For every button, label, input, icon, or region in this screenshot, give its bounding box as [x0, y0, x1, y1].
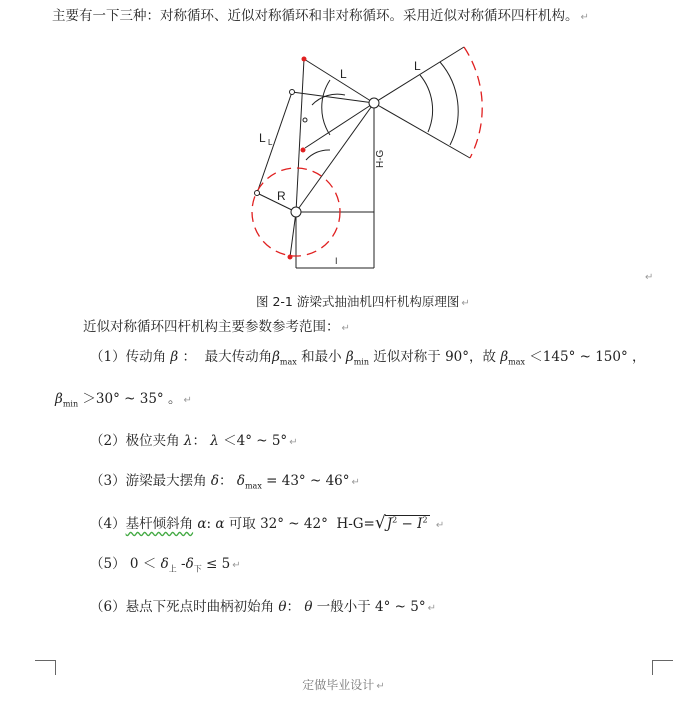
angle-arc-1 — [322, 80, 330, 135]
beam-link-right-upper — [374, 47, 464, 103]
label-r: R — [277, 189, 286, 203]
label-l-left-sub: L — [268, 138, 273, 147]
item-2: （2）极位夹角 λ： λ ＜4° ~ 5° ↵ — [90, 433, 298, 449]
params-title: 近似对称循环四杆机构主要参数参考范围： ↵ — [83, 319, 350, 335]
label-hg: H-G — [375, 149, 386, 168]
inner-link — [305, 103, 374, 148]
connecting-rod — [296, 59, 304, 212]
page-corner-right — [652, 660, 673, 675]
angle-arc-3 — [440, 62, 458, 145]
label-l-right: L — [414, 59, 421, 73]
link-a — [292, 92, 374, 103]
intro-text: 主要有一下三种：对称循环、近似对称循环和非对称循环。采用近似对称循环四杆机构。 ↵ — [52, 8, 589, 24]
page-corner-left — [35, 660, 56, 675]
crank-to-pivot — [296, 103, 374, 212]
item-6: （6）悬点下死点时曲柄初始角 θ： θ 一般小于 4° ~ 5° ↵ — [90, 599, 437, 615]
item-4: （4）基杆倾斜角 α: α 可取 32° ~ 42° $H-G=√J^2 - I^2$ ↵ — [90, 513, 445, 533]
angle-arc-5 — [306, 150, 330, 160]
item-3: （3）游梁最大摆角 δ： $\delta_{max} = 43^\circ$ ~ 46° ↵ — [90, 473, 360, 491]
paragraph-mark-icon: ↵ — [580, 12, 589, 23]
page-footer: 定做毕业设计 ↵ — [302, 678, 385, 692]
paragraph-mark-icon: ↵ — [645, 272, 654, 283]
four-bar-mechanism-diagram — [245, 40, 495, 272]
label-l-left: L — [259, 131, 266, 145]
beam-link-upper — [304, 59, 374, 103]
item-1: （1）传动角 β ： 最大传动角$\beta_{max}$ 和最小 $\beta_{min}$ 近似对称于 90°，故 $\beta_{max} <145^\circ$ ~ 150° ， — [90, 349, 646, 367]
label-i: I — [335, 256, 338, 266]
item-1-continued: $\beta_{min} >30^\circ$ ~ 35° 。 ↵ — [55, 391, 192, 409]
beam-pivot — [369, 98, 379, 108]
label-l-upper: L — [340, 67, 347, 81]
crank-down — [290, 212, 296, 257]
crank-center — [291, 207, 301, 217]
swing-arc — [464, 47, 482, 158]
angle-arc-2 — [420, 75, 433, 132]
figure-caption: 图 2-1 游梁式抽油机四杆机构原理图 ↵ — [256, 294, 470, 309]
item-5: （5） $0 < \delta_上$ $-\delta_下 \le 5$ ↵ — [90, 556, 241, 574]
